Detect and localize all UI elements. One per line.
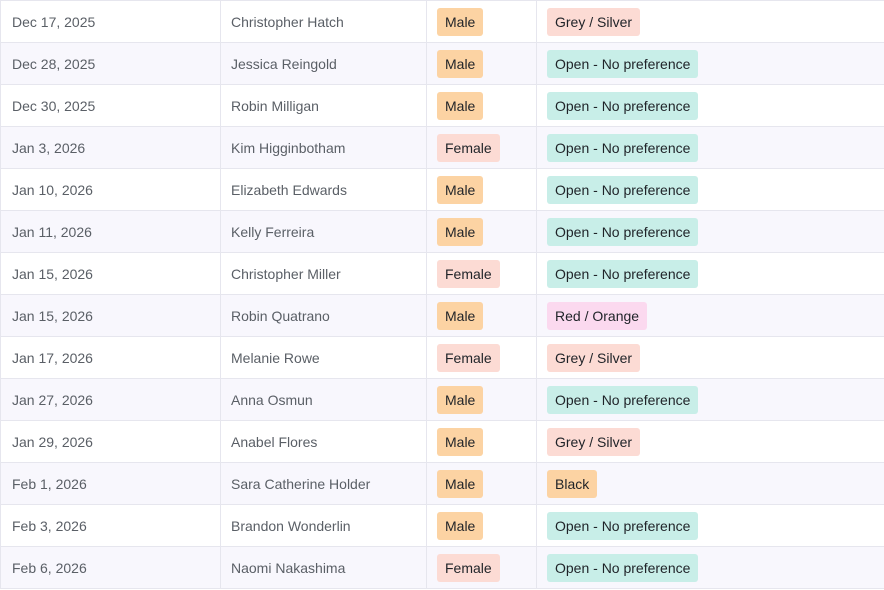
name-text: Brandon Wonderlin — [231, 517, 351, 534]
table-row[interactable] — [0, 463, 884, 505]
color-preference-tag: Open - No preference — [547, 50, 698, 78]
date-cell[interactable] — [0, 463, 221, 504]
color-preference-tag: Open - No preference — [547, 260, 698, 288]
color-preference-cell[interactable] — [537, 547, 884, 588]
name-cell[interactable] — [221, 463, 427, 504]
name-cell[interactable] — [221, 1, 427, 42]
date-cell[interactable] — [0, 337, 221, 378]
name-cell[interactable] — [221, 211, 427, 252]
name-cell[interactable] — [221, 127, 427, 168]
name-text: Sara Catherine Holder — [231, 475, 371, 492]
color-preference-cell[interactable] — [537, 421, 884, 462]
color-preference-tag: Open - No preference — [547, 512, 698, 540]
name-text: Anabel Flores — [231, 433, 318, 450]
name-text: Naomi Nakashima — [231, 559, 346, 576]
date-text: Jan 11, 2026 — [12, 223, 92, 240]
name-cell[interactable] — [221, 421, 427, 462]
color-preference-tag: Open - No preference — [547, 134, 698, 162]
gender-tag: Female — [437, 344, 500, 372]
date-cell[interactable] — [0, 169, 221, 210]
gender-tag: Male — [437, 50, 483, 78]
date-text: Feb 1, 2026 — [12, 475, 87, 492]
gender-cell[interactable] — [427, 85, 537, 126]
name-cell[interactable] — [221, 379, 427, 420]
date-text: Jan 3, 2026 — [12, 139, 86, 156]
gender-tag: Male — [437, 386, 483, 414]
gender-tag: Male — [437, 470, 483, 498]
gender-tag: Male — [437, 512, 483, 540]
date-text: Jan 29, 2026 — [12, 433, 93, 450]
date-text: Jan 15, 2026 — [12, 307, 93, 324]
date-text: Dec 28, 2025 — [12, 55, 96, 72]
name-text: Robin Quatrano — [231, 307, 330, 324]
gender-cell[interactable] — [427, 1, 537, 42]
color-preference-cell[interactable] — [537, 463, 884, 504]
date-cell[interactable] — [0, 211, 221, 252]
name-text: Kim Higginbotham — [231, 139, 346, 156]
name-cell[interactable] — [221, 547, 427, 588]
gender-cell[interactable] — [427, 43, 537, 84]
table-row[interactable] — [0, 85, 884, 127]
date-cell[interactable] — [0, 295, 221, 336]
color-preference-tag: Red / Orange — [547, 302, 647, 330]
table-row[interactable] — [0, 379, 884, 421]
color-preference-tag: Black — [547, 470, 597, 498]
color-preference-cell[interactable] — [537, 43, 884, 84]
color-preference-tag: Grey / Silver — [547, 428, 640, 456]
date-text: Jan 15, 2026 — [12, 265, 93, 282]
date-text: Jan 10, 2026 — [12, 181, 93, 198]
date-cell[interactable] — [0, 85, 221, 126]
table-row[interactable] — [0, 547, 884, 589]
name-cell[interactable] — [221, 85, 427, 126]
name-text: Jessica Reingold — [231, 55, 337, 72]
name-cell[interactable] — [221, 253, 427, 294]
date-cell[interactable] — [0, 1, 221, 42]
color-preference-cell[interactable] — [537, 337, 884, 378]
name-text: Christopher Miller — [231, 265, 341, 282]
date-text: Feb 3, 2026 — [12, 517, 87, 534]
name-text: Robin Milligan — [231, 97, 319, 114]
gender-cell[interactable] — [427, 127, 537, 168]
name-text: Melanie Rowe — [231, 349, 320, 366]
color-preference-cell[interactable] — [537, 253, 884, 294]
date-cell[interactable] — [0, 547, 221, 588]
name-cell[interactable] — [221, 169, 427, 210]
table-row[interactable] — [0, 211, 884, 253]
color-preference-tag: Open - No preference — [547, 554, 698, 582]
date-cell[interactable] — [0, 43, 221, 84]
date-cell[interactable] — [0, 127, 221, 168]
gender-cell[interactable] — [427, 421, 537, 462]
date-cell[interactable] — [0, 421, 221, 462]
table-row[interactable] — [0, 1, 884, 43]
date-text: Dec 17, 2025 — [12, 13, 96, 30]
table-row[interactable] — [0, 169, 884, 211]
table-row[interactable] — [0, 295, 884, 337]
gender-tag: Male — [437, 218, 483, 246]
gender-tag: Male — [437, 302, 483, 330]
color-preference-cell[interactable] — [537, 127, 884, 168]
date-cell[interactable] — [0, 253, 221, 294]
name-cell[interactable] — [221, 505, 427, 546]
date-text: Jan 17, 2026 — [12, 349, 93, 366]
gender-cell[interactable] — [427, 211, 537, 252]
table-row[interactable] — [0, 421, 884, 463]
gender-cell[interactable] — [427, 295, 537, 336]
color-preference-cell[interactable] — [537, 379, 884, 420]
date-cell[interactable] — [0, 379, 221, 420]
color-preference-cell[interactable] — [537, 295, 884, 336]
table-row[interactable] — [0, 43, 884, 85]
gender-tag: Male — [437, 92, 483, 120]
name-cell[interactable] — [221, 295, 427, 336]
table-row[interactable] — [0, 127, 884, 169]
gender-cell[interactable] — [427, 547, 537, 588]
gender-cell[interactable] — [427, 463, 537, 504]
date-text: Dec 30, 2025 — [12, 97, 96, 114]
date-text: Jan 27, 2026 — [12, 391, 93, 408]
color-preference-cell[interactable] — [537, 85, 884, 126]
table-row[interactable] — [0, 253, 884, 295]
color-preference-tag: Open - No preference — [547, 218, 698, 246]
gender-tag: Female — [437, 260, 500, 288]
table-row[interactable] — [0, 337, 884, 379]
gender-tag: Female — [437, 134, 500, 162]
name-text: Anna Osmun — [231, 391, 313, 408]
table-row[interactable] — [0, 505, 884, 547]
color-preference-cell[interactable] — [537, 1, 884, 42]
gender-tag: Male — [437, 176, 483, 204]
gender-tag: Female — [437, 554, 500, 582]
name-cell[interactable] — [221, 337, 427, 378]
gender-tag: Male — [437, 428, 483, 456]
color-preference-cell[interactable] — [537, 505, 884, 546]
color-preference-tag: Open - No preference — [547, 386, 698, 414]
gender-cell[interactable] — [427, 379, 537, 420]
color-preference-cell[interactable] — [537, 169, 884, 210]
name-text: Christopher Hatch — [231, 13, 344, 30]
gender-cell[interactable] — [427, 169, 537, 210]
date-text: Feb 6, 2026 — [12, 559, 87, 576]
gender-cell[interactable] — [427, 505, 537, 546]
name-cell[interactable] — [221, 43, 427, 84]
date-cell[interactable] — [0, 505, 221, 546]
color-preference-tag: Open - No preference — [547, 92, 698, 120]
color-preference-tag: Open - No preference — [547, 176, 698, 204]
color-preference-tag: Grey / Silver — [547, 344, 640, 372]
color-preference-cell[interactable] — [537, 211, 884, 252]
gender-cell[interactable] — [427, 337, 537, 378]
name-text: Elizabeth Edwards — [231, 181, 347, 198]
gender-tag: Male — [437, 8, 483, 36]
gender-cell[interactable] — [427, 253, 537, 294]
color-preference-tag: Grey / Silver — [547, 8, 640, 36]
name-text: Kelly Ferreira — [231, 223, 315, 240]
